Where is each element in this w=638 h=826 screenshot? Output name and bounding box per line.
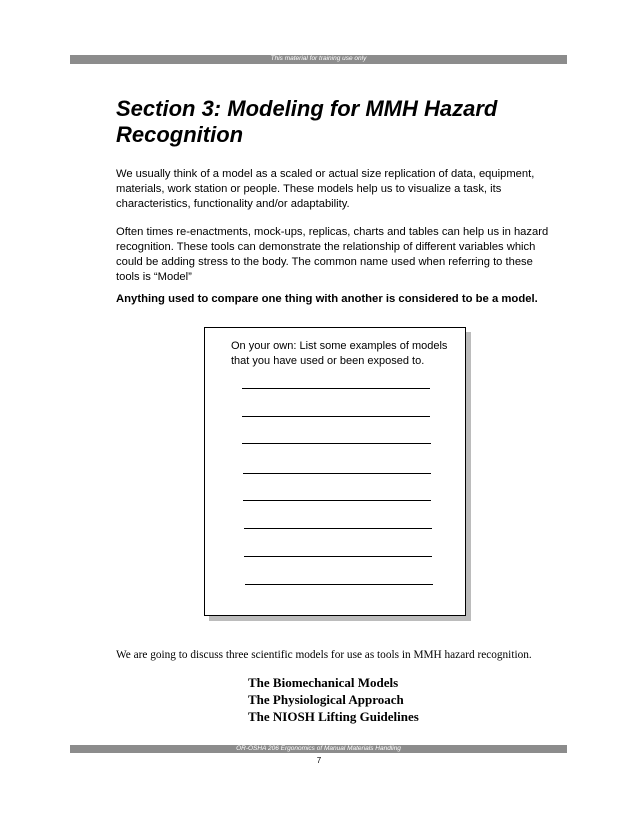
answer-line[interactable] — [242, 416, 430, 417]
tools-paragraph: Often times re-enactments, mock-ups, replicas, charts and tables can help us in hazard recognition. These tools can demonstrate the relationship of different variables which could be adding stress to the body. The common name used when referring to these tools is “Model” — [116, 226, 549, 283]
activity-box — [204, 327, 466, 616]
model-definition: Anything used to compare one thing with another is considered to be a model. — [116, 293, 538, 305]
model-list — [248, 674, 419, 725]
header-banner: This material for training use only — [70, 55, 567, 64]
section-title: Section 3: Modeling for MMH Hazard Recognition — [116, 96, 498, 147]
answer-line[interactable] — [244, 556, 432, 557]
answer-line[interactable] — [245, 584, 433, 585]
model-biomechanical: The Biomechanical Models — [248, 675, 399, 690]
answer-line[interactable] — [243, 473, 431, 474]
intro-paragraph: We usually think of a model as a scaled or actual size replication of data, equipment, materials, work station or people. These models help us to visualize a task, its characteristics, functionality and/or adaptability. — [116, 168, 535, 210]
model-physiological: The Physiological Approach — [248, 692, 404, 707]
page-number: 7 — [316, 756, 322, 765]
model-niosh: The NIOSH Lifting Guidelines — [248, 709, 419, 724]
models-intro: We are going to discuss three scientific models for use as tools in MMH hazard recognition. — [116, 649, 532, 661]
answer-line[interactable] — [244, 528, 432, 529]
answer-line[interactable] — [242, 443, 431, 444]
answer-line[interactable] — [243, 500, 431, 501]
footer-banner: OR-OSHA 206 Ergonomics of Manual Materials Handling — [70, 745, 567, 753]
activity-prompt: On your own: List some examples of models that you have used or been exposed to. — [231, 340, 448, 367]
answer-line[interactable] — [242, 388, 430, 389]
